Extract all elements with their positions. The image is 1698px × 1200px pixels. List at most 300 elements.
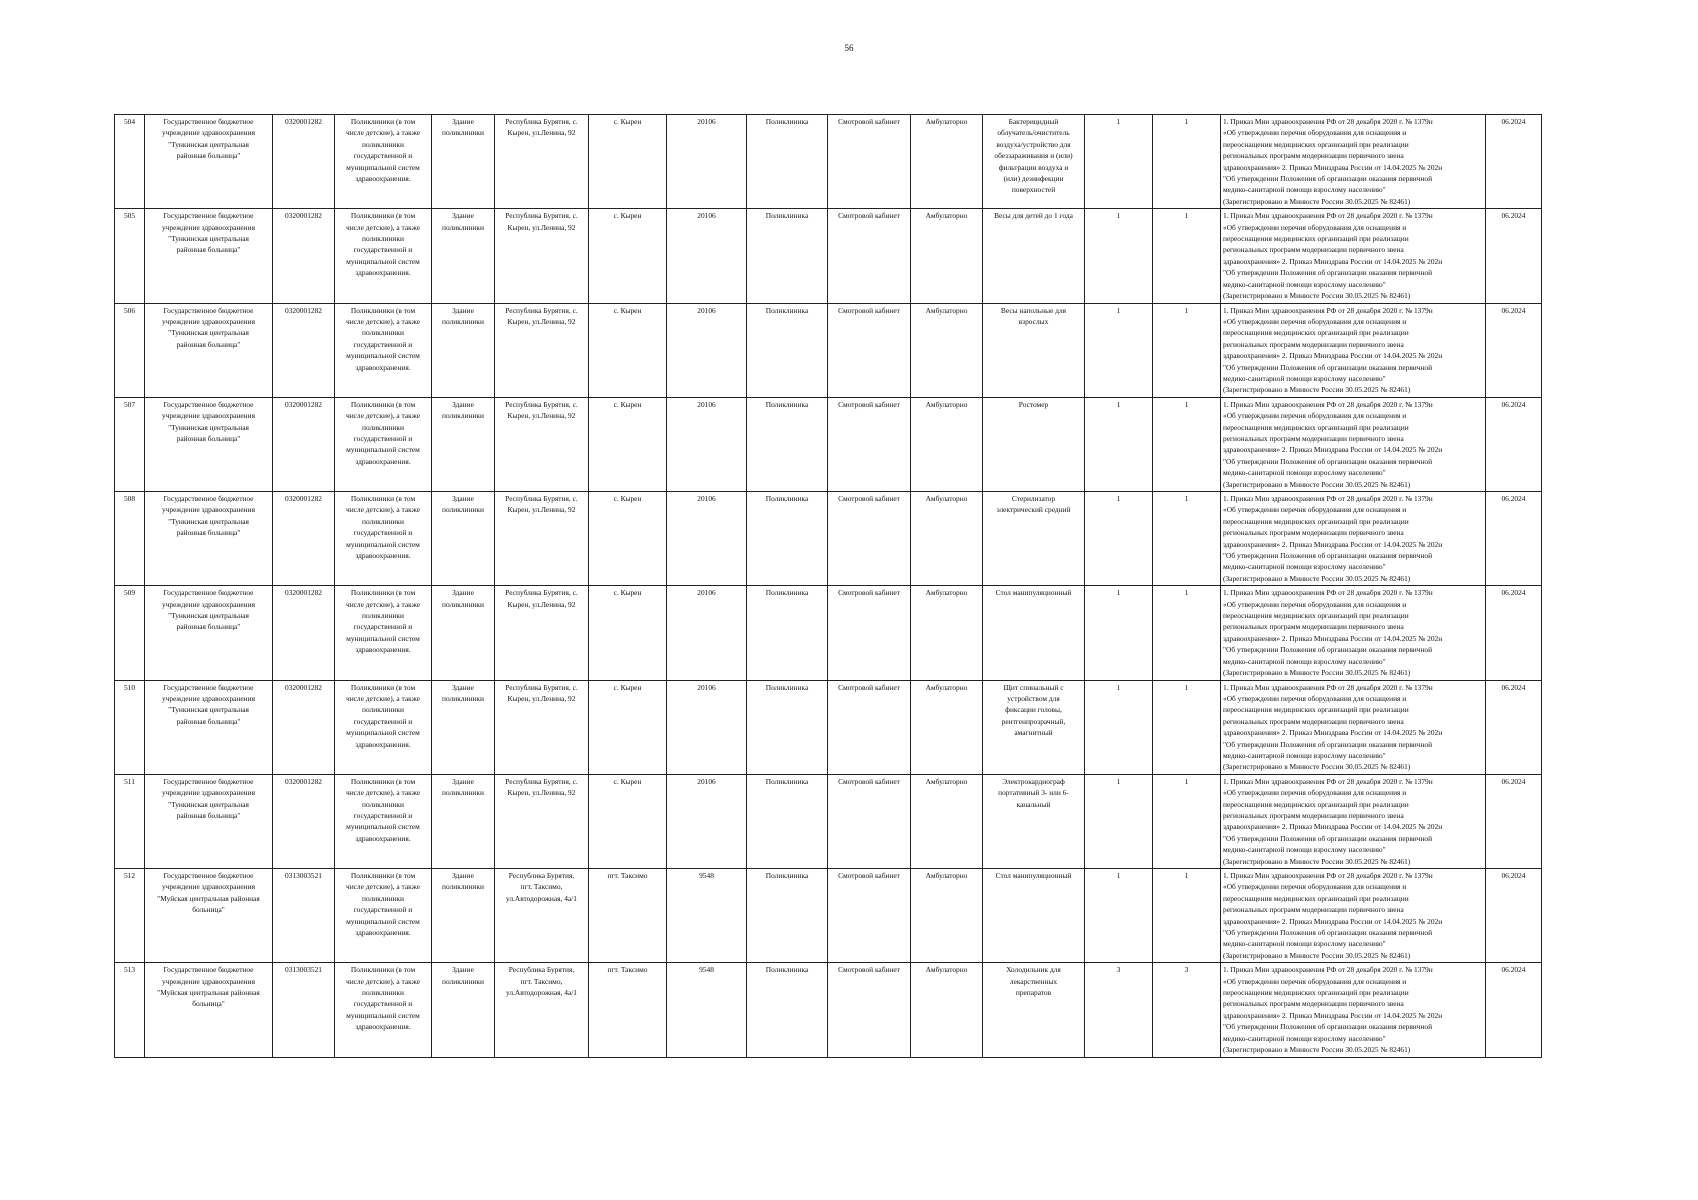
building-line: поликлиники xyxy=(442,882,484,892)
quantity-planned-cell: 1 xyxy=(1153,492,1221,586)
equipment-line: фильтрации воздуха и xyxy=(998,162,1069,172)
care-mode-cell: Амбулаторно xyxy=(911,209,983,303)
legal-basis-line: 1. Приказ Мин здравоохранения РФ от 28 декабря 2020 г. № 1379н xyxy=(1223,399,1433,409)
equipment-line: поверхностей xyxy=(1011,185,1056,195)
facility-type-cell xyxy=(335,303,432,397)
address-cell xyxy=(495,680,589,774)
equipment-line: препаратов xyxy=(1015,988,1052,998)
facility-type-line: поликлиники xyxy=(362,234,404,244)
institution-line: Государственное бюджетное xyxy=(163,305,254,315)
facility-type-line: Поликлиники (в том xyxy=(350,305,416,315)
date-cell: 06.2024 xyxy=(1486,963,1542,1057)
legal-basis-line: медико-санитарной помощи взрослому населению" xyxy=(1223,845,1386,855)
legal-basis-line: (Зарегистрировано в Минюсте России 30.05.2025 № 82461) xyxy=(1223,856,1411,866)
care-mode-cell: Амбулаторно xyxy=(911,303,983,397)
facility-type-line: поликлиники xyxy=(362,328,404,338)
care-mode-cell: Амбулаторно xyxy=(911,963,983,1057)
institution-line: учреждение здравоохранения xyxy=(162,128,255,138)
legal-basis-line: региональных программ модернизации первичного звена xyxy=(1223,810,1404,820)
table-row xyxy=(115,774,1542,868)
quantity-planned-cell: 1 xyxy=(1153,586,1221,680)
facility-type-line: муниципальной систем xyxy=(346,351,420,361)
facility-type-line: здравоохранения. xyxy=(355,833,411,843)
quantity-planned-cell: 1 xyxy=(1153,869,1221,963)
address-cell xyxy=(495,492,589,586)
address-cell xyxy=(495,963,589,1057)
address-cell xyxy=(495,115,589,209)
facility-type-line: числе детские), а также xyxy=(345,316,420,326)
equipment-cell xyxy=(983,209,1085,303)
institution-line: "Тункинская центральная xyxy=(168,139,249,149)
facility-type-line: числе детские), а также xyxy=(345,976,420,986)
facility-type-line: государственной и xyxy=(353,810,413,820)
unit-cell: Поликлиника xyxy=(747,115,828,209)
building-line: Здание xyxy=(452,965,474,975)
table-body xyxy=(115,115,1542,1058)
care-mode-cell: Амбулаторно xyxy=(911,492,983,586)
table-row xyxy=(115,115,1542,209)
facility-type-line: Поликлиники (в том xyxy=(350,494,416,503)
legal-basis-line: (Зарегистрировано в Минюсте России 30.05.2025 № 82461) xyxy=(1223,291,1411,301)
building-cell xyxy=(432,115,495,209)
equipment-line: (или) дезинфекции xyxy=(1003,174,1064,184)
unit-cell: Поликлиника xyxy=(747,303,828,397)
legal-basis-line: региональных программ модернизации первичного звена xyxy=(1223,245,1404,255)
facility-type-line: Поликлиники (в том xyxy=(350,871,416,880)
legal-basis-cell xyxy=(1221,869,1486,963)
facility-type-cell xyxy=(335,680,432,774)
facility-type-line: числе детские), а также xyxy=(345,882,420,892)
quantity-planned-cell: 1 xyxy=(1153,303,1221,397)
institution-line: "Тункинская центральная xyxy=(168,234,249,244)
equipment-line: взрослых xyxy=(1018,316,1049,326)
address-cell xyxy=(495,869,589,963)
facility-type-cell xyxy=(335,963,432,1057)
institution-line: Государственное бюджетное xyxy=(163,776,254,786)
facility-type-line: Поликлиники (в том xyxy=(350,965,416,975)
legal-basis-line: (Зарегистрировано в Минюсте России 30.05.2025 № 82461) xyxy=(1223,762,1411,772)
building-cell xyxy=(432,209,495,303)
date-cell: 06.2024 xyxy=(1486,492,1542,586)
building-line: поликлиники xyxy=(442,505,484,515)
code-cell: 0320001282 xyxy=(273,492,335,586)
address-line: Кырен, ул.Ленина, 92 xyxy=(507,693,576,703)
legal-basis-line: "Об утверждении Положения об организации оказания первичной xyxy=(1223,174,1433,184)
settlement-cell: с. Кырен xyxy=(589,680,667,774)
legal-basis-line: «Об утверждении перечня оборудования для оснащения и xyxy=(1223,693,1407,703)
institution-line: "Тункинская центральная xyxy=(168,799,249,809)
code-cell: 0320001282 xyxy=(273,397,335,491)
table-row xyxy=(115,963,1542,1057)
legal-basis-line: "Об утверждении Положения об организации оказания первичной xyxy=(1223,928,1433,938)
row-number-cell: 510 xyxy=(115,680,145,774)
institution-line: больница" xyxy=(192,905,225,915)
institution-line: больница" xyxy=(192,999,225,1009)
building-line: Здание xyxy=(452,494,474,503)
quantity-cell: 1 xyxy=(1085,774,1153,868)
institution-line: районная больница" xyxy=(176,622,241,632)
legal-basis-line: 1. Приказ Мин здравоохранения РФ от 28 декабря 2020 г. № 1379н xyxy=(1223,871,1433,880)
address-line: Республика Бурятия, с. xyxy=(505,682,578,692)
legal-basis-line: региональных программ модернизации первичного звена xyxy=(1223,622,1404,632)
quantity-cell: 3 xyxy=(1085,963,1153,1057)
settlement-cell: с. Кырен xyxy=(589,115,667,209)
institution-line: "Тункинская центральная xyxy=(168,705,249,715)
building-line: поликлиники xyxy=(442,316,484,326)
unit-cell: Поликлиника xyxy=(747,209,828,303)
building-line: Здание xyxy=(452,588,474,598)
facility-type-line: здравоохранения. xyxy=(355,1022,411,1032)
facility-type-line: муниципальной систем xyxy=(346,633,420,643)
address-line: Кырен, ул.Ленина, 92 xyxy=(507,788,576,798)
institution-line: районная больница" xyxy=(176,433,241,443)
legal-basis-line: "Об утверждении Положения об организации оказания первичной xyxy=(1223,551,1433,561)
legal-basis-line: "Об утверждении Положения об организации оказания первичной xyxy=(1223,362,1433,372)
row-number-cell: 505 xyxy=(115,209,145,303)
legal-basis-line: региональных программ модернизации первичного звена xyxy=(1223,151,1404,161)
code-cell: 0320001282 xyxy=(273,774,335,868)
legal-basis-cell xyxy=(1221,397,1486,491)
address-line: Кырен, ул.Ленина, 92 xyxy=(507,128,576,138)
institution-line: учреждение здравоохранения xyxy=(162,882,255,892)
legal-basis-line: региональных программ модернизации первичного звена xyxy=(1223,528,1404,538)
institution-line: "Тункинская центральная xyxy=(168,328,249,338)
building-line: Здание xyxy=(452,776,474,786)
code-cell: 0320001282 xyxy=(273,209,335,303)
settlement-cell: с. Кырен xyxy=(589,397,667,491)
settlement-cell: с. Кырен xyxy=(589,209,667,303)
legal-basis-line: здравоохранения» 2. Приказ Минздрава России от 14.04.2025 № 202н xyxy=(1223,539,1443,549)
legal-basis-line: «Об утверждении перечня оборудования для оснащения и xyxy=(1223,222,1407,232)
equipment-line: Весы для детей до 1 года xyxy=(994,211,1073,221)
building-line: поликлиники xyxy=(442,411,484,421)
room-cell: Смотровой кабинет xyxy=(828,303,911,397)
facility-type-cell xyxy=(335,115,432,209)
quantity-planned-cell: 1 xyxy=(1153,680,1221,774)
building-line: поликлиники xyxy=(442,222,484,232)
facility-type-cell xyxy=(335,492,432,586)
address-cell xyxy=(495,774,589,868)
facility-type-line: муниципальной систем xyxy=(346,445,420,455)
facility-type-line: здравоохранения. xyxy=(355,551,411,561)
facility-type-cell xyxy=(335,586,432,680)
facility-type-line: государственной и xyxy=(353,622,413,632)
equipment-line: обеззараживания и (или) xyxy=(994,151,1073,161)
building-line: Здание xyxy=(452,871,474,880)
facility-type-line: числе детские), а также xyxy=(345,788,420,798)
institution-line: учреждение здравоохранения xyxy=(162,599,255,609)
building-line: поликлиники xyxy=(442,693,484,703)
institution-cell xyxy=(145,680,273,774)
legal-basis-line: переоснащения медицинских организаций при реализации xyxy=(1223,705,1409,715)
institution-line: Государственное бюджетное xyxy=(163,117,254,126)
population-cell: 20106 xyxy=(667,209,747,303)
care-mode-cell: Амбулаторно xyxy=(911,397,983,491)
institution-line: районная больница" xyxy=(176,151,241,161)
legal-basis-line: 1. Приказ Мин здравоохранения РФ от 28 декабря 2020 г. № 1379н xyxy=(1223,776,1433,786)
code-cell: 0320001282 xyxy=(273,680,335,774)
date-cell: 06.2024 xyxy=(1486,680,1542,774)
facility-type-line: Поликлиники (в том xyxy=(350,211,416,221)
settlement-cell: с. Кырен xyxy=(589,492,667,586)
institution-cell xyxy=(145,963,273,1057)
legal-basis-line: медико-санитарной помощи взрослому населению" xyxy=(1223,373,1386,383)
table-row xyxy=(115,397,1542,491)
legal-basis-line: региональных программ модернизации первичного звена xyxy=(1223,905,1404,915)
row-number-cell: 506 xyxy=(115,303,145,397)
building-line: Здание xyxy=(452,211,474,221)
legal-basis-line: региональных программ модернизации первичного звена xyxy=(1223,339,1404,349)
facility-type-line: поликлиники xyxy=(362,516,404,526)
address-cell xyxy=(495,303,589,397)
equipment-line: электрический средний xyxy=(996,505,1071,515)
row-number-cell: 507 xyxy=(115,397,145,491)
legal-basis-line: 1. Приказ Мин здравоохранения РФ от 28 декабря 2020 г. № 1379н xyxy=(1223,682,1433,692)
equipment-line: портативный 3- или 6- xyxy=(998,788,1069,798)
institution-cell xyxy=(145,774,273,868)
code-cell: 0320001282 xyxy=(273,115,335,209)
institution-cell xyxy=(145,492,273,586)
facility-type-line: Поликлиники (в том xyxy=(350,682,416,692)
table-row xyxy=(115,680,1542,774)
table-row xyxy=(115,209,1542,303)
facility-type-line: числе детские), а также xyxy=(345,693,420,703)
date-cell: 06.2024 xyxy=(1486,303,1542,397)
legal-basis-cell xyxy=(1221,680,1486,774)
institution-cell xyxy=(145,209,273,303)
institution-line: Государственное бюджетное xyxy=(163,682,254,692)
facility-type-line: здравоохранения. xyxy=(355,456,411,466)
quantity-cell: 1 xyxy=(1085,869,1153,963)
building-line: Здание xyxy=(452,399,474,409)
legal-basis-line: здравоохранения» 2. Приказ Минздрава России от 14.04.2025 № 202н xyxy=(1223,916,1443,926)
equipment-line: канальный xyxy=(1016,799,1051,809)
equipment-line: амагнитный xyxy=(1014,728,1053,738)
legal-basis-line: медико-санитарной помощи взрослому населению" xyxy=(1223,656,1386,666)
legal-basis-line: переоснащения медицинских организаций при реализации xyxy=(1223,893,1409,903)
facility-type-line: здравоохранения. xyxy=(355,739,411,749)
date-cell: 06.2024 xyxy=(1486,586,1542,680)
quantity-cell: 1 xyxy=(1085,397,1153,491)
legal-basis-line: переоснащения медицинских организаций при реализации xyxy=(1223,234,1409,244)
building-cell xyxy=(432,586,495,680)
equipment-cell xyxy=(983,586,1085,680)
legal-basis-line: "Об утверждении Положения об организации оказания первичной xyxy=(1223,456,1433,466)
equipment-cell xyxy=(983,492,1085,586)
care-mode-cell: Амбулаторно xyxy=(911,586,983,680)
room-cell: Смотровой кабинет xyxy=(828,869,911,963)
institution-line: учреждение здравоохранения xyxy=(162,788,255,798)
equipment-cell xyxy=(983,869,1085,963)
legal-basis-line: переоснащения медицинских организаций при реализации xyxy=(1223,139,1409,149)
unit-cell: Поликлиника xyxy=(747,680,828,774)
facility-type-line: муниципальной систем xyxy=(346,162,420,172)
legal-basis-line: медико-санитарной помощи взрослому населению" xyxy=(1223,562,1386,572)
population-cell: 20106 xyxy=(667,115,747,209)
quantity-cell: 1 xyxy=(1085,586,1153,680)
legal-basis-line: «Об утверждении перечня оборудования для оснащения и xyxy=(1223,599,1407,609)
equipment-cell xyxy=(983,680,1085,774)
table-row xyxy=(115,586,1542,680)
legal-basis-line: 1. Приказ Мин здравоохранения РФ от 28 декабря 2020 г. № 1379н xyxy=(1223,965,1433,975)
facility-type-line: числе детские), а также xyxy=(345,222,420,232)
address-line: Республика Бурятия, с. xyxy=(505,494,578,503)
facility-type-cell xyxy=(335,209,432,303)
facility-type-line: поликлиники xyxy=(362,139,404,149)
legal-basis-line: (Зарегистрировано в Минюсте России 30.05.2025 № 82461) xyxy=(1223,668,1411,678)
quantity-cell: 1 xyxy=(1085,680,1153,774)
row-number-cell: 513 xyxy=(115,963,145,1057)
care-mode-cell: Амбулаторно xyxy=(911,680,983,774)
quantity-planned-cell: 1 xyxy=(1153,397,1221,491)
facility-type-line: Поликлиники (в том xyxy=(350,117,416,126)
institution-line: учреждение здравоохранения xyxy=(162,411,255,421)
room-cell: Смотровой кабинет xyxy=(828,492,911,586)
legal-basis-line: здравоохранения» 2. Приказ Минздрава России от 14.04.2025 № 202н xyxy=(1223,633,1443,643)
address-line: Республика Бурятия, xyxy=(508,871,575,880)
facility-type-line: поликлиники xyxy=(362,799,404,809)
legal-basis-line: медико-санитарной помощи взрослому населению" xyxy=(1223,185,1386,195)
population-cell: 20106 xyxy=(667,303,747,397)
address-line: Республика Бурятия, с. xyxy=(505,305,578,315)
equipment-line: Стерилизатор xyxy=(1011,494,1056,503)
code-cell: 0320001282 xyxy=(273,303,335,397)
population-cell: 9548 xyxy=(667,869,747,963)
address-line: Республика Бурятия, с. xyxy=(505,117,578,126)
institution-line: районная больница" xyxy=(176,810,241,820)
legal-basis-line: здравоохранения» 2. Приказ Минздрава России от 14.04.2025 № 202н xyxy=(1223,822,1443,832)
address-line: Республика Бурятия, с. xyxy=(505,211,578,221)
equipment-line: Стол манипуляционный xyxy=(995,871,1072,880)
legal-basis-line: (Зарегистрировано в Минюсте России 30.05.2025 № 82461) xyxy=(1223,573,1411,583)
building-line: поликлиники xyxy=(442,128,484,138)
institution-cell xyxy=(145,115,273,209)
institution-cell xyxy=(145,397,273,491)
population-cell: 20106 xyxy=(667,492,747,586)
address-line: Кырен, ул.Ленина, 92 xyxy=(507,316,576,326)
institution-line: учреждение здравоохранения xyxy=(162,316,255,326)
legal-basis-line: 1. Приказ Мин здравоохранения РФ от 28 декабря 2020 г. № 1379н xyxy=(1223,305,1433,315)
quantity-cell: 1 xyxy=(1085,209,1153,303)
legal-basis-line: медико-санитарной помощи взрослому населению" xyxy=(1223,279,1386,289)
facility-type-line: поликлиники xyxy=(362,611,404,621)
settlement-cell: с. Кырен xyxy=(589,303,667,397)
facility-type-line: здравоохранения. xyxy=(355,362,411,372)
equipment-line: рентгенпрозрачный, xyxy=(1001,716,1066,726)
legal-basis-line: медико-санитарной помощи взрослому населению" xyxy=(1223,750,1386,760)
equipment-line: Стол манипуляционный xyxy=(995,588,1072,598)
legal-basis-line: 1. Приказ Мин здравоохранения РФ от 28 декабря 2020 г. № 1379н xyxy=(1223,117,1433,126)
row-number-cell: 509 xyxy=(115,586,145,680)
equipment-line: Холодильник для xyxy=(1006,965,1061,975)
address-line: пгт. Таксимо, xyxy=(520,976,563,986)
facility-type-line: здравоохранения. xyxy=(355,928,411,938)
building-cell xyxy=(432,869,495,963)
institution-line: Государственное бюджетное xyxy=(163,871,254,880)
facility-type-line: числе детские), а также xyxy=(345,128,420,138)
facility-type-line: здравоохранения. xyxy=(355,268,411,278)
legal-basis-cell xyxy=(1221,774,1486,868)
room-cell: Смотровой кабинет xyxy=(828,397,911,491)
facility-type-cell xyxy=(335,397,432,491)
facility-type-line: государственной и xyxy=(353,905,413,915)
legal-basis-line: региональных программ модернизации первичного звена xyxy=(1223,999,1404,1009)
building-cell xyxy=(432,397,495,491)
facility-type-line: Поликлиники (в том xyxy=(350,588,416,598)
date-cell: 06.2024 xyxy=(1486,209,1542,303)
institution-cell xyxy=(145,869,273,963)
population-cell: 20106 xyxy=(667,586,747,680)
institution-line: "Тункинская центральная xyxy=(168,611,249,621)
institution-line: районная больница" xyxy=(176,339,241,349)
address-cell xyxy=(495,397,589,491)
room-cell: Смотровой кабинет xyxy=(828,209,911,303)
legal-basis-line: (Зарегистрировано в Минюсте России 30.05.2025 № 82461) xyxy=(1223,1045,1411,1055)
equipment-line: фиксации головы, xyxy=(1005,705,1062,715)
legal-basis-line: переоснащения медицинских организаций при реализации xyxy=(1223,799,1409,809)
building-cell xyxy=(432,963,495,1057)
equipment-line: Электрокардиограф xyxy=(1002,776,1065,786)
facility-type-cell xyxy=(335,774,432,868)
legal-basis-line: «Об утверждении перечня оборудования для оснащения и xyxy=(1223,411,1407,421)
legal-basis-line: "Об утверждении Положения об организации оказания первичной xyxy=(1223,645,1433,655)
quantity-cell: 1 xyxy=(1085,115,1153,209)
legal-basis-line: здравоохранения» 2. Приказ Минздрава России от 14.04.2025 № 202н xyxy=(1223,351,1443,361)
legal-basis-line: «Об утверждении перечня оборудования для оснащения и xyxy=(1223,788,1407,798)
room-cell: Смотровой кабинет xyxy=(828,774,911,868)
institution-line: Государственное бюджетное xyxy=(163,399,254,409)
facility-type-line: государственной и xyxy=(353,339,413,349)
facility-type-cell xyxy=(335,869,432,963)
page-number: 56 xyxy=(844,43,854,53)
settlement-cell: с. Кырен xyxy=(589,774,667,868)
equipment-cell xyxy=(983,115,1085,209)
institution-line: районная больница" xyxy=(176,245,241,255)
address-cell xyxy=(495,209,589,303)
quantity-planned-cell: 3 xyxy=(1153,963,1221,1057)
address-line: ул.Автодорожная, 4а/1 xyxy=(506,893,577,903)
equipment-line: Щит спинальный с xyxy=(1003,682,1064,692)
facility-type-line: государственной и xyxy=(353,151,413,161)
legal-basis-line: "Об утверждении Положения об организации оказания первичной xyxy=(1223,739,1433,749)
facility-type-line: муниципальной систем xyxy=(346,1010,420,1020)
legal-basis-line: переоснащения медицинских организаций при реализации xyxy=(1223,611,1409,621)
room-cell: Смотровой кабинет xyxy=(828,115,911,209)
code-cell: 0320001282 xyxy=(273,586,335,680)
care-mode-cell: Амбулаторно xyxy=(911,115,983,209)
legal-basis-line: (Зарегистрировано в Минюсте России 30.05.2025 № 82461) xyxy=(1223,196,1411,206)
legal-basis-line: (Зарегистрировано в Минюсте России 30.05.2025 № 82461) xyxy=(1223,479,1411,489)
facility-type-line: здравоохранения. xyxy=(355,174,411,184)
building-line: Здание xyxy=(452,682,474,692)
legal-basis-cell xyxy=(1221,115,1486,209)
institution-line: Государственное бюджетное xyxy=(163,494,254,503)
unit-cell: Поликлиника xyxy=(747,586,828,680)
address-line: пгт. Таксимо, xyxy=(520,882,563,892)
institution-cell xyxy=(145,586,273,680)
date-cell: 06.2024 xyxy=(1486,869,1542,963)
institution-line: Государственное бюджетное xyxy=(163,965,254,975)
legal-basis-cell xyxy=(1221,586,1486,680)
facility-type-line: здравоохранения. xyxy=(355,645,411,655)
care-mode-cell: Амбулаторно xyxy=(911,869,983,963)
quantity-cell: 1 xyxy=(1085,492,1153,586)
facility-type-line: поликлиники xyxy=(362,705,404,715)
row-number-cell: 504 xyxy=(115,115,145,209)
building-cell xyxy=(432,774,495,868)
institution-cell xyxy=(145,303,273,397)
institution-line: "Тункинская центральная xyxy=(168,422,249,432)
